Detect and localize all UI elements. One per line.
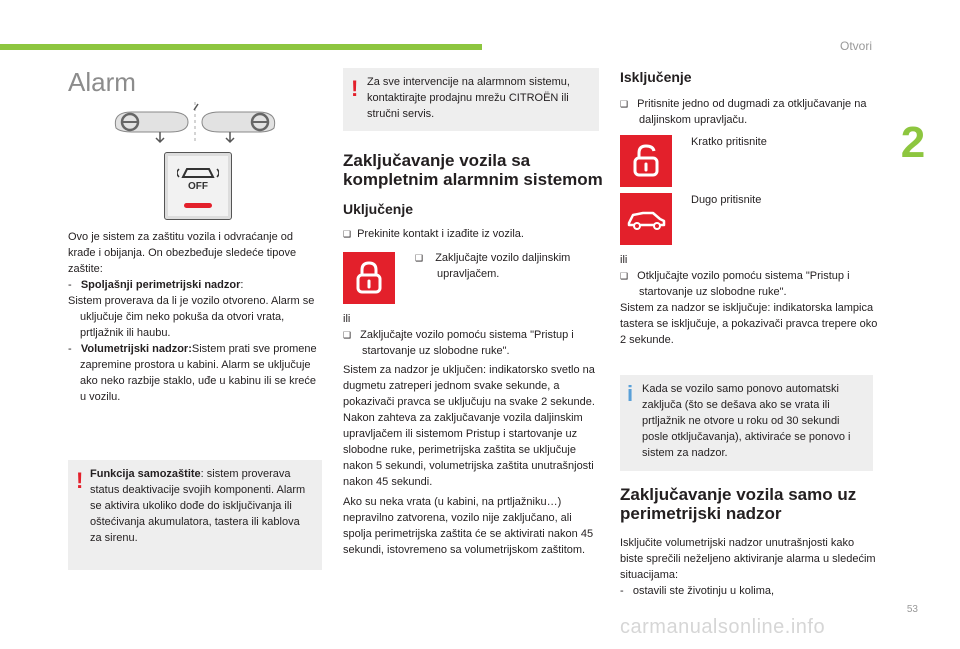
info-icon: i bbox=[627, 381, 634, 406]
step-body: Otključajte vozilo pomoću sistema "Pristup i startovanje uz slobodne ruke". bbox=[637, 270, 850, 298]
header-accent-bar bbox=[0, 44, 482, 50]
step-text bbox=[620, 96, 876, 128]
paragraph: Sistem za nadzor je uključen: indikatorsko svetlo na dugmetu zatreperi jednom svake sekunde, a pokazivači pravca se uključuju na svake 2 sekunde. bbox=[343, 364, 595, 408]
step-body: Zaključajte vozilo daljinskim upravljačem. bbox=[435, 252, 571, 280]
body-text bbox=[620, 535, 878, 599]
square-bullet-icon: ❑ bbox=[343, 229, 352, 239]
list-item: ostavili ste životinju u kolima, bbox=[632, 585, 775, 597]
car-alarm-icon bbox=[177, 163, 219, 183]
dash-bullet: - bbox=[68, 279, 72, 291]
body-text bbox=[620, 252, 878, 348]
note-body: : sistem proverava status deaktivacije svojih komponenti. Alarm se aktivira ukoliko dođe do isključivanja ili oštećivanja akumulatora, tastera ili kablova za sirenu. bbox=[90, 468, 306, 544]
or-label: ili bbox=[620, 254, 628, 266]
list-item bbox=[68, 277, 322, 293]
warning-icon: ! bbox=[351, 76, 359, 101]
step-text bbox=[343, 226, 603, 242]
alarm-off-button bbox=[164, 152, 232, 220]
long-press-label: Dugo pritisnite bbox=[691, 194, 762, 206]
paragraph: Isključite volumetrijski nadzor unutrašnjosti kako biste sprečili neželjeno aktiviranje alarma u sledećim situacijama: bbox=[620, 537, 876, 581]
note-text: Za sve intervencije na alarmnom sistemu, kontaktirajte prodajnu mrežu CITROËN ili stručni servis. bbox=[367, 76, 570, 120]
page-title: Alarm bbox=[68, 67, 136, 97]
item-text bbox=[68, 293, 322, 341]
short-press-label: Kratko pritisnite bbox=[691, 136, 767, 148]
body-text bbox=[343, 362, 601, 558]
subsection-heading: Uključenje bbox=[343, 201, 414, 217]
lock-button-image bbox=[343, 252, 395, 304]
indicator-light bbox=[184, 203, 212, 208]
section-label: Otvori bbox=[839, 39, 872, 53]
warning-icon: ! bbox=[76, 468, 84, 493]
note-box bbox=[68, 460, 322, 570]
info-text: Kada se vozilo samo ponovo automatski zaključa (što se dešava ako se vrata ili prtljažnik ne otvore u roku od 30 sekundi posle otključavanja), aktiviraće se ponovo i sistem za nadzor. bbox=[642, 383, 851, 459]
square-bullet-icon: ❑ bbox=[343, 330, 352, 340]
item-heading: Spoljašnji perimetrijski nadzor bbox=[80, 279, 241, 291]
or-label: ili bbox=[343, 313, 351, 325]
square-bullet-icon: ❑ bbox=[620, 271, 629, 281]
chapter-number: 2 bbox=[900, 118, 926, 167]
unlock-button-image bbox=[620, 135, 672, 187]
section-heading: Zaključavanje vozila sa kompletnim alarmnim sistemom bbox=[343, 151, 603, 189]
step-body: Zaključajte vozilo pomoću sistema "Pristup i startovanje uz slobodne ruke". bbox=[360, 329, 574, 357]
item-body: Sistem prati sve promene zapremine prostora u kabini. Alarm se uključuje ako neko razbije staklo, uđe u kabinu ili se kreće u vozilu. bbox=[80, 343, 317, 403]
dash-bullet: - bbox=[620, 585, 624, 597]
paragraph: Nakon zahteva za zaključavanje vozila daljinskim upravljačem ili sistemom Pristup i startovanje uz slobodne ruke, perimetrijska zaštita se uključuje nakon 5 sekundi, volumetrijska zaštita unutrašnjosti nakon 45 sekundi. bbox=[343, 412, 594, 488]
list-item bbox=[68, 341, 322, 405]
step-text bbox=[415, 250, 595, 282]
car-unlock-button-image bbox=[620, 193, 672, 245]
section-heading: Zaključavanje vozila samo uz perimetrijski nadzor bbox=[620, 485, 857, 523]
info-box bbox=[620, 375, 873, 471]
square-bullet-icon: ❑ bbox=[620, 99, 629, 109]
square-bullet-icon: ❑ bbox=[415, 253, 424, 263]
lock-icon bbox=[343, 252, 395, 304]
off-label: OFF bbox=[188, 181, 208, 192]
mirror-sensors-illustration bbox=[112, 100, 278, 145]
item-body: Sistem proverava da li je vozilo otvoreno. Alarm se uključuje čim neko pokuša da otvori vrata, prtljažnik ili haubu. bbox=[68, 295, 315, 339]
note-text bbox=[90, 466, 314, 546]
item-suffix: : bbox=[240, 279, 244, 291]
note-box bbox=[343, 68, 599, 131]
step-body: Pritisnite jedno od dugmadi za otključavanje na daljinskom upravljaču. bbox=[637, 98, 867, 126]
subsection-heading: Isključenje bbox=[620, 69, 692, 85]
left-text bbox=[68, 229, 322, 405]
car-icon bbox=[620, 193, 672, 245]
intro-paragraph: Ovo je sistem za zaštitu vozila i odvraćanje od krađe i obijanja. On obezbeđuje sledeće tipove zaštite: bbox=[68, 231, 297, 275]
watermark: carmanualsonline.info bbox=[620, 616, 826, 638]
dash-bullet: - bbox=[68, 343, 72, 355]
paragraph: Sistem za nadzor se isključuje: indikatorska lampica tastera se isključuje, a pokazivači pravca trepere oko 2 sekunde. bbox=[620, 302, 878, 346]
note-heading: Funkcija samozaštite bbox=[90, 468, 201, 480]
step-body: Prekinite kontakt i izađite iz vozila. bbox=[357, 228, 524, 240]
unlock-icon bbox=[620, 135, 672, 187]
page-number: 53 bbox=[906, 604, 918, 615]
step-text bbox=[343, 311, 603, 359]
paragraph: Ako su neka vrata (u kabini, na prtljažniku…) nepravilno zatvorena, vozilo nije zaključano, ali spolja perimetrijska zaštita će se aktivirati nakon 45 sekundi, istovremeno sa volumetrijskom zaštitom. bbox=[343, 496, 594, 556]
item-heading: Volumetrijski nadzor: bbox=[80, 343, 192, 355]
